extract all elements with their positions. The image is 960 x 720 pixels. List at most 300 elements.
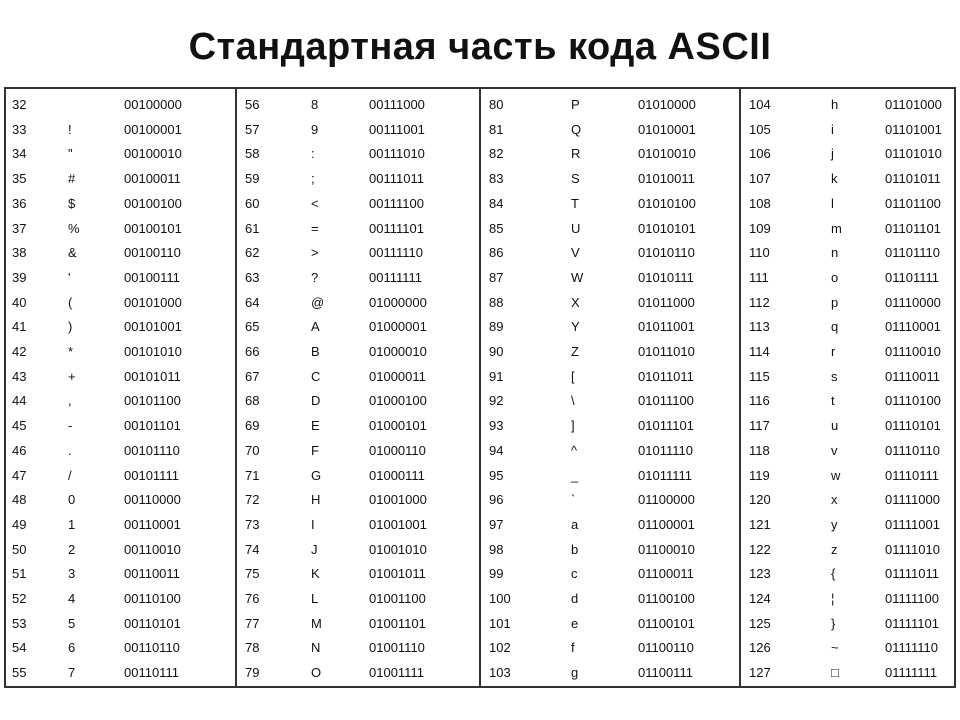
character-symbol: 1 (68, 516, 76, 532)
binary-code: 01000100 (369, 393, 427, 409)
binary-code: 01011111 (638, 467, 692, 483)
binary-code: 01100010 (638, 541, 695, 557)
table-row (483, 340, 738, 365)
column-divider (739, 89, 741, 686)
table-row (239, 142, 479, 167)
character-symbol: F (311, 442, 319, 458)
decimal-code: 37 (12, 220, 27, 236)
character-symbol: Z (571, 344, 579, 359)
character-symbol: ? (311, 269, 319, 285)
ascii-table (4, 87, 956, 688)
table-row (6, 464, 235, 489)
binary-code: 00111100 (369, 195, 424, 211)
binary-code: 01011101 (638, 418, 694, 434)
binary-code: 01110001 (885, 319, 941, 335)
binary-code: 01101011 (885, 171, 941, 187)
decimal-code: 103 (489, 665, 511, 681)
decimal-code: 91 (489, 368, 504, 384)
binary-code: 01010001 (638, 121, 696, 137)
table-row (239, 661, 479, 686)
table-row (6, 118, 235, 143)
table-column-3 (483, 89, 738, 686)
decimal-code: 72 (245, 492, 260, 508)
table-row (6, 661, 235, 686)
character-symbol: y (831, 516, 838, 532)
table-row (6, 266, 235, 291)
character-symbol: 9 (311, 121, 319, 137)
binary-code: 00110011 (124, 566, 180, 582)
decimal-code: 67 (245, 368, 260, 384)
table-row (483, 488, 738, 513)
binary-code: 00110000 (124, 492, 181, 508)
table-row (6, 241, 235, 266)
decimal-code: 87 (489, 269, 504, 285)
decimal-code: 83 (489, 171, 504, 187)
table-row (6, 612, 235, 637)
table-row (239, 538, 479, 563)
decimal-code: 65 (245, 319, 260, 335)
character-symbol: l (831, 195, 834, 211)
character-symbol: B (311, 344, 320, 359)
table-row (483, 414, 738, 439)
decimal-code: 102 (489, 640, 511, 656)
decimal-code: 107 (749, 171, 771, 187)
decimal-code: 32 (12, 97, 27, 112)
table-row (6, 513, 235, 538)
character-symbol: W (571, 269, 584, 285)
binary-code: 01010101 (638, 220, 696, 236)
character-symbol: Q (571, 121, 582, 137)
binary-code: 00101110 (124, 442, 180, 458)
decimal-code: 93 (489, 418, 504, 434)
table-row (483, 241, 738, 266)
table-row (239, 636, 479, 661)
binary-code: 01011100 (638, 393, 694, 409)
binary-code: 01111100 (885, 591, 939, 606)
binary-code: 01111001 (885, 516, 940, 532)
decimal-code: 47 (12, 467, 27, 483)
decimal-code: 100 (489, 591, 511, 606)
table-row (239, 439, 479, 464)
decimal-code: 95 (489, 467, 504, 483)
character-symbol: . (68, 442, 72, 458)
binary-code: 01100111 (638, 665, 693, 681)
table-row (6, 340, 235, 365)
character-symbol: C (311, 368, 321, 384)
binary-code: 00111110 (369, 245, 423, 261)
table-row (743, 315, 954, 340)
table-row (483, 266, 738, 291)
binary-code: 00110110 (124, 640, 180, 656)
binary-code: 01010110 (638, 245, 695, 261)
character-symbol: A (311, 319, 320, 335)
character-symbol: d (571, 591, 579, 606)
binary-code: 01100100 (638, 591, 695, 606)
table-row (483, 562, 738, 587)
binary-code: 00101001 (124, 319, 182, 335)
table-row (743, 562, 954, 587)
decimal-code: 88 (489, 294, 504, 310)
binary-code: 01001111 (369, 665, 424, 681)
character-symbol: e (571, 615, 579, 631)
binary-code: 01101110 (885, 245, 940, 261)
binary-code: 00101000 (124, 294, 182, 310)
character-symbol: [ (571, 368, 575, 384)
table-row (743, 291, 954, 316)
decimal-code: 127 (749, 665, 771, 681)
binary-code: 01001010 (369, 541, 427, 557)
table-row (483, 439, 738, 464)
binary-code: 00110001 (124, 516, 181, 532)
decimal-code: 35 (12, 171, 27, 187)
table-row (239, 340, 479, 365)
binary-code: 01000011 (369, 368, 426, 384)
decimal-code: 63 (245, 269, 260, 285)
table-row (483, 636, 738, 661)
decimal-code: 124 (749, 591, 771, 606)
decimal-code: 81 (489, 121, 504, 137)
table-row (239, 612, 479, 637)
table-row (239, 562, 479, 587)
decimal-code: 122 (749, 541, 771, 557)
table-row (239, 488, 479, 513)
table-row (239, 464, 479, 489)
table-row (239, 414, 479, 439)
binary-code: 01110010 (885, 344, 941, 359)
character-symbol: 6 (68, 640, 76, 656)
character-symbol: K (311, 566, 320, 582)
decimal-code: 74 (245, 541, 260, 557)
character-symbol: g (571, 665, 579, 681)
table-row (483, 661, 738, 686)
binary-code: 01100001 (638, 516, 695, 532)
table-row (743, 414, 954, 439)
table-row (6, 291, 235, 316)
decimal-code: 71 (245, 467, 260, 483)
table-row (483, 389, 738, 414)
character-symbol: N (311, 640, 321, 656)
binary-code: 01101111 (885, 269, 939, 285)
binary-code: 01010111 (638, 269, 694, 285)
table-row (6, 488, 235, 513)
binary-code: 01011110 (638, 442, 693, 458)
decimal-code: 62 (245, 245, 260, 261)
decimal-code: 118 (749, 442, 770, 458)
binary-code: 00111000 (369, 97, 425, 112)
character-symbol: a (571, 516, 579, 532)
decimal-code: 51 (12, 566, 27, 582)
binary-code: 00101100 (124, 393, 181, 409)
binary-code: 01011000 (638, 294, 695, 310)
binary-code: 01111110 (885, 640, 939, 656)
character-symbol: 8 (311, 97, 319, 112)
table-row (239, 118, 479, 143)
binary-code: 00111111 (369, 269, 423, 285)
binary-code: 00101111 (124, 467, 179, 483)
character-symbol: ; (311, 171, 315, 187)
decimal-code: 82 (489, 146, 504, 162)
decimal-code: 96 (489, 492, 504, 508)
binary-code: 01100101 (638, 615, 695, 631)
binary-code: 00100001 (124, 121, 182, 137)
character-symbol: ' (68, 269, 71, 285)
binary-code: 01000111 (369, 467, 425, 483)
decimal-code: 114 (749, 344, 770, 359)
binary-code: 01001101 (369, 615, 426, 631)
decimal-code: 84 (489, 195, 504, 211)
character-symbol: f (571, 640, 575, 656)
character-symbol: 3 (68, 566, 76, 582)
character-symbol: S (571, 171, 580, 187)
binary-code: 00100000 (124, 97, 182, 112)
table-row (239, 93, 479, 118)
binary-code: 00101101 (124, 418, 181, 434)
decimal-code: 121 (749, 516, 771, 532)
binary-code: 01111111 (885, 665, 938, 681)
binary-code: 00101011 (124, 368, 181, 384)
binary-code: 01001110 (369, 640, 425, 656)
character-symbol: _ (571, 467, 579, 483)
character-symbol: ( (68, 294, 73, 310)
character-symbol: \ (571, 393, 575, 409)
character-symbol: ¦ (831, 591, 835, 606)
binary-code: 00110100 (124, 591, 181, 606)
decimal-code: 54 (12, 640, 27, 656)
table-column-1 (6, 89, 235, 686)
binary-code: 01001000 (369, 492, 427, 508)
decimal-code: 36 (12, 195, 27, 211)
character-symbol: O (311, 665, 322, 681)
table-row (6, 414, 235, 439)
decimal-code: 86 (489, 245, 504, 261)
decimal-code: 112 (749, 294, 770, 310)
decimal-code: 101 (489, 615, 511, 631)
decimal-code: 60 (245, 195, 260, 211)
table-row (6, 217, 235, 242)
table-row (743, 636, 954, 661)
character-symbol: < (311, 195, 319, 211)
table-row (743, 389, 954, 414)
decimal-code: 89 (489, 319, 504, 335)
character-symbol: ` (571, 492, 576, 508)
binary-code: 01110100 (885, 393, 941, 409)
decimal-code: 99 (489, 566, 504, 582)
character-symbol: s (831, 368, 838, 384)
character-symbol: X (571, 294, 580, 310)
table-row (6, 389, 235, 414)
character-symbol: J (311, 541, 318, 557)
decimal-code: 116 (749, 393, 770, 409)
decimal-code: 104 (749, 97, 771, 112)
binary-code: 00101010 (124, 344, 182, 359)
decimal-code: 98 (489, 541, 504, 557)
table-row (239, 587, 479, 612)
table-row (743, 167, 954, 192)
binary-code: 01111101 (885, 615, 939, 631)
binary-code: 01111000 (885, 492, 940, 508)
table-row (483, 291, 738, 316)
character-symbol: t (831, 393, 835, 409)
character-symbol: $ (68, 195, 76, 211)
character-symbol: 7 (68, 665, 76, 681)
decimal-code: 111 (749, 269, 769, 285)
table-row (483, 587, 738, 612)
decimal-code: 45 (12, 418, 27, 434)
decimal-code: 110 (749, 245, 770, 261)
binary-code: 00100011 (124, 171, 181, 187)
decimal-code: 34 (12, 146, 27, 162)
decimal-code: 85 (489, 220, 504, 236)
table-row (6, 142, 235, 167)
character-symbol: x (831, 492, 838, 508)
decimal-code: 44 (12, 393, 27, 409)
decimal-code: 56 (245, 97, 260, 112)
decimal-code: 73 (245, 516, 260, 532)
character-symbol: } (831, 615, 836, 631)
character-symbol: > (311, 245, 319, 261)
character-symbol: b (571, 541, 579, 557)
decimal-code: 75 (245, 566, 260, 582)
binary-code: 01110000 (885, 294, 941, 310)
binary-code: 00100100 (124, 195, 182, 211)
character-symbol: z (831, 541, 838, 557)
decimal-code: 41 (12, 319, 27, 335)
character-symbol: ] (571, 418, 575, 434)
character-symbol: 5 (68, 615, 76, 631)
character-symbol: = (311, 220, 319, 236)
character-symbol: i (831, 121, 834, 137)
decimal-code: 42 (12, 344, 27, 359)
character-symbol: ^ (571, 442, 578, 458)
decimal-code: 33 (12, 121, 27, 137)
table-row (743, 142, 954, 167)
table-row (483, 513, 738, 538)
table-row (743, 661, 954, 686)
binary-code: 01100011 (638, 566, 694, 582)
binary-code: 00111001 (369, 121, 425, 137)
binary-code: 00100110 (124, 245, 181, 261)
binary-code: 01101001 (885, 121, 942, 137)
binary-code: 01011011 (638, 368, 694, 384)
binary-code: 01000001 (369, 319, 427, 335)
character-symbol: " (68, 146, 73, 162)
table-row (743, 464, 954, 489)
binary-code: 01010011 (638, 171, 695, 187)
table-row (239, 389, 479, 414)
table-row (483, 217, 738, 242)
character-symbol: m (831, 220, 842, 236)
decimal-code: 94 (489, 442, 504, 458)
character-symbol: / (68, 467, 72, 483)
character-symbol: - (68, 418, 73, 434)
character-symbol: □ (831, 665, 839, 681)
decimal-code: 68 (245, 393, 260, 409)
column-divider (235, 89, 237, 686)
character-symbol: I (311, 516, 315, 532)
decimal-code: 49 (12, 516, 27, 532)
decimal-code: 78 (245, 640, 260, 656)
binary-code: 01100110 (638, 640, 694, 656)
table-row (743, 241, 954, 266)
table-row (743, 192, 954, 217)
character-symbol: ~ (831, 640, 839, 656)
table-row (743, 217, 954, 242)
character-symbol: R (571, 146, 581, 162)
decimal-code: 97 (489, 516, 504, 532)
binary-code: 01101100 (885, 195, 941, 211)
binary-code: 00110010 (124, 541, 181, 557)
column-divider (479, 89, 481, 686)
binary-code: 00110111 (124, 665, 179, 681)
table-row (483, 118, 738, 143)
binary-code: 00100101 (124, 220, 182, 236)
table-row (6, 562, 235, 587)
table-row (6, 587, 235, 612)
binary-code: 01011001 (638, 319, 695, 335)
decimal-code: 57 (245, 121, 260, 137)
character-symbol: 2 (68, 541, 76, 557)
character-symbol: ! (68, 121, 72, 137)
table-row (483, 538, 738, 563)
decimal-code: 125 (749, 615, 771, 631)
table-row (483, 142, 738, 167)
decimal-code: 43 (12, 368, 27, 384)
binary-code: 01110101 (885, 418, 941, 434)
character-symbol: H (311, 492, 321, 508)
binary-code: 01100000 (638, 492, 695, 508)
table-row (239, 315, 479, 340)
table-row (239, 266, 479, 291)
table-column-4 (743, 89, 954, 686)
character-symbol: T (571, 195, 579, 211)
decimal-code: 39 (12, 269, 27, 285)
table-row (239, 241, 479, 266)
character-symbol: Y (571, 319, 580, 335)
table-row (483, 612, 738, 637)
character-symbol: @ (311, 294, 325, 310)
table-row (239, 217, 479, 242)
character-symbol: V (571, 245, 580, 261)
table-row (743, 488, 954, 513)
decimal-code: 76 (245, 591, 260, 606)
binary-code: 01011010 (638, 344, 695, 359)
table-row (239, 167, 479, 192)
character-symbol: D (311, 393, 321, 409)
decimal-code: 120 (749, 492, 771, 508)
binary-code: 01010010 (638, 146, 696, 162)
binary-code: 01000110 (369, 442, 426, 458)
character-symbol: v (831, 442, 838, 458)
table-row (743, 587, 954, 612)
character-symbol: q (831, 319, 839, 335)
decimal-code: 59 (245, 171, 260, 187)
decimal-code: 117 (749, 418, 770, 434)
decimal-code: 108 (749, 195, 771, 211)
binary-code: 00110101 (124, 615, 181, 631)
character-symbol: ) (68, 319, 73, 335)
table-row (483, 464, 738, 489)
character-symbol: j (831, 146, 834, 162)
table-row (483, 192, 738, 217)
decimal-code: 40 (12, 294, 27, 310)
page-title: Стандартная часть кода ASCII (188, 26, 772, 68)
decimal-code: 90 (489, 344, 504, 359)
character-symbol: u (831, 418, 839, 434)
binary-code: 01111010 (885, 541, 940, 557)
character-symbol: * (68, 344, 74, 359)
decimal-code: 52 (12, 591, 27, 606)
character-symbol: p (831, 294, 839, 310)
